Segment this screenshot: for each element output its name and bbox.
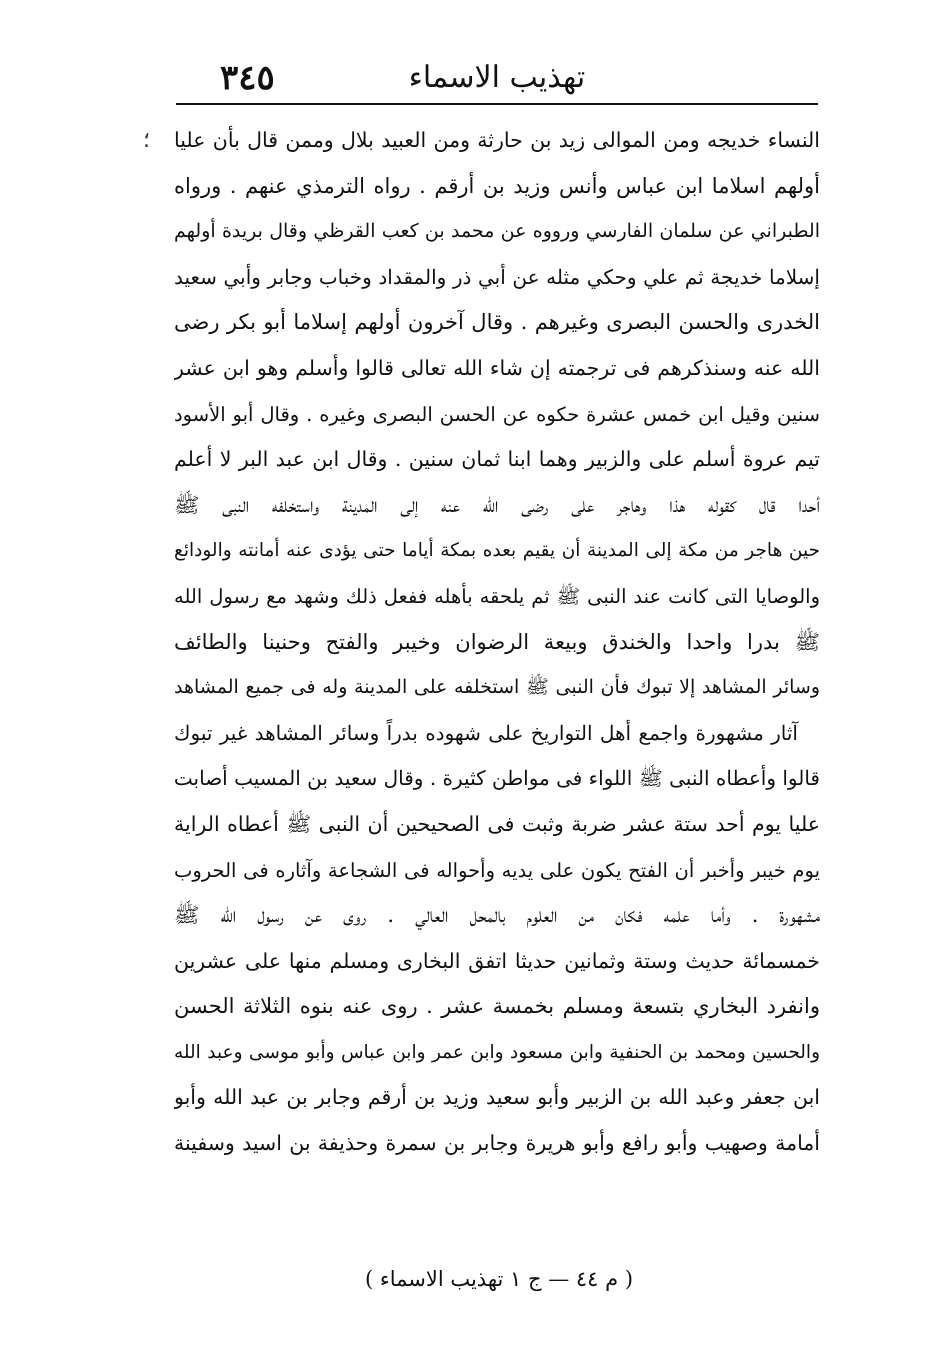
text-line: خمسمائة حديث وستة وثمانين حديثا اتفق البخارى ومسلم منها على عشرين [174, 948, 820, 973]
text-line: الطبراني عن سلمان الفارسي ورووه عن محمد بن كعب القرظي وقال بريدة أولهم [174, 220, 820, 243]
text-line: والوصايا التى كانت عند النبى ﷺ ثم يلحقه بأهله ففعل ذلك وشهد مع رسول الله [174, 584, 820, 608]
text-line: أمامة وصهيب وأبو رافع وأبو هريرة وجابر بن سمرة وحذيفة بن اسيد وسفينة [174, 1131, 820, 1156]
text-line: النساء خديجه ومن الموالى زيد بن حارثة ومن العبيد بلال وممن قال بأن عليا [174, 128, 820, 152]
page-number: ٣٤٥ [220, 58, 275, 98]
text-line: أولهم اسلاما ابن عباس وأنس وزيد بن أرقم . رواه الترمذي عنهم . ورواه [174, 173, 820, 198]
running-title: تهذيب الاسماء [408, 60, 586, 95]
text-line: والحسين ومحمد بن الحنفية وابن مسعود وابن عمر وابن عباس وأبو موسى وعبد الله [174, 1041, 820, 1063]
text-line: الله عنه وسنذكرهم فى ترجمته إن شاء الله تعالى قالوا وأسلم وهو ابن عشر [174, 355, 820, 380]
text-line: ﷺ بدرا واحدا والخندق وبيعة الرضوان وخيبر والفتح وحنينا والطائف [174, 629, 820, 654]
text-line: وسائر المشاهد إلا تبوك فأن النبى ﷺ استخلفه على المدينة وله فى جميع المشاهد [174, 676, 820, 699]
text-line: إسلاما خديجة ثم علي وحكي مثله عن أبي ذر والمقداد وخباب وجابر وأبي سعيد [174, 264, 820, 289]
text-line: تيم عروة أسلم على والزبير وهما ابنا ثمان سنين . وقال ابن عبد البر لا أعلم [174, 447, 820, 472]
text-line: الخدرى والحسن البصرى وغيرهم . وقال آخرون أولهم إسلاما أبو بكر رضى [174, 310, 820, 335]
text-line: عليا يوم أحد ستة عشر ضربة وثبت فى الصحيحين أن النبى ﷺ أعطاه الراية [174, 811, 820, 836]
text-line: آثار مشهورة واجمع أهل التواريخ على شهوده بدراً وسائر المشاهد غير تبوك [174, 720, 798, 745]
text-line: ابن جعفر وعبد الله بن الزبير وأبو سعيد وزيد بن أرقم وجابر بن عبد الله وأبو [174, 1085, 820, 1110]
text-line: قالوا وأعطاه النبى ﷺ اللواء فى مواطن كثيرة . وقال سعيد بن المسيب أصابت [174, 766, 820, 791]
text-line: حين هاجر من مكة إلى المدينة أن يقيم بعده بمكة أياما حتى يؤدى عنه أمانته والودائع [174, 540, 820, 562]
text-line: وانفرد البخاري بتسعة ومسلم بخمسة عشر . روى عنه بنوه الثلاثة الحسن [174, 994, 820, 1019]
page-footer-signature: ( م ٤٤ — ج ١ تهذيب الاسماء ) [364, 1267, 634, 1291]
text-line: مشهورة . وأما علمه فكان من العلوم بالمحل العالي . روى عن رسول الله ﷺ [174, 903, 820, 928]
text-line: يوم خيبر وأخبر أن الفتح يكون على يديه وأحواله فى الشجاعة وآثاره فى الحروب [174, 858, 820, 882]
text-line: أحدا قال كقوله هذا وهاجر على رضى الله عنه إلى المدينة واستخلفه النبى ﷺ [174, 492, 820, 517]
text-line: سنين وقيل ابن خمس عشرة حكوه عن الحسن البصرى وغيره . وقال أبو الأسود [174, 402, 820, 426]
header-rule [176, 103, 818, 105]
margin-mark: ؛ [143, 128, 150, 153]
page-header [176, 52, 818, 104]
body-text [174, 118, 820, 1167]
